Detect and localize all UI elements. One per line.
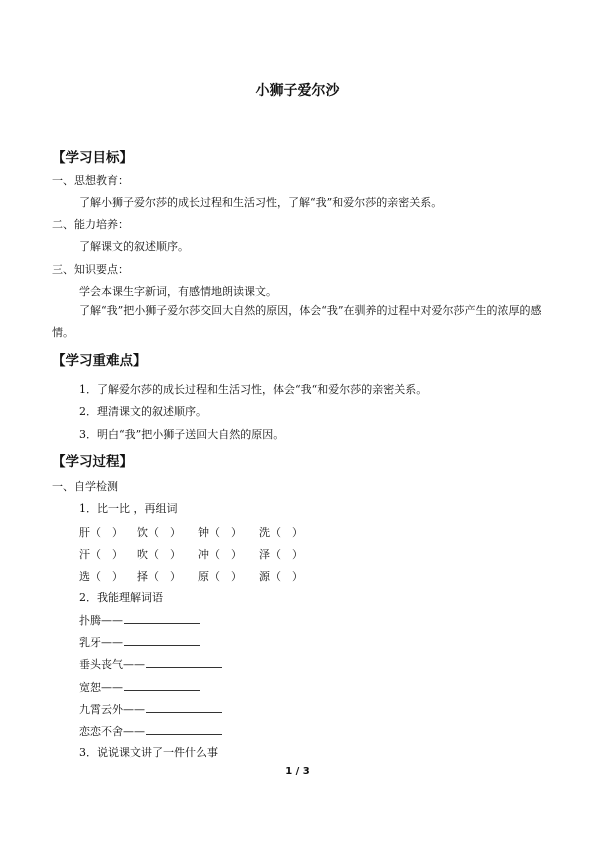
goal-3-text-2: 了解“我”把小狮子爱尔莎交回大自然的原因，体会“我”在驯养的过程中对爱尔莎产生的浓厚的感情。	[52, 304, 542, 339]
answer-blank[interactable]	[146, 657, 222, 668]
section-heading-goals: 【学习目标】	[52, 150, 133, 166]
goal-1-label: 一、思想教育：	[52, 174, 129, 187]
page-title: 小狮子爱尔沙	[255, 83, 340, 99]
grid-cell: 饮（ ）	[137, 526, 181, 539]
goal-3-text-1: 学会本课生字新词，有感情地朗读课文。	[79, 285, 277, 298]
grid-cell: 选（ ）	[79, 570, 123, 583]
section-heading-difficulties: 【学习重难点】	[52, 353, 147, 369]
goal-3-label: 三、知识要点：	[52, 263, 129, 276]
vocab-term: 恋恋不舍——	[79, 725, 145, 738]
vocab-item	[79, 635, 200, 650]
vocab-term: 乳牙——	[79, 636, 123, 649]
question-1: 1．比一比 ，再组词	[79, 502, 178, 515]
goal-2-label: 二、能力培养：	[52, 218, 129, 231]
vocab-item	[79, 724, 222, 739]
grid-cell: 钟（ ）	[198, 526, 242, 539]
goal-2-text: 了解课文的叙述顺序。	[79, 240, 189, 253]
grid-cell: 肝（ ）	[79, 526, 123, 539]
answer-blank[interactable]	[146, 702, 222, 713]
vocab-term: 九霄云外——	[79, 703, 145, 716]
question-2: 2．我能理解词语	[79, 591, 163, 604]
vocab-term: 扑腾——	[79, 614, 123, 627]
grid-cell: 原（ ）	[198, 570, 242, 583]
question-3: 3．说说课文讲了一件什么事	[79, 746, 218, 759]
vocab-item	[79, 680, 200, 695]
difficulty-item-1: 1．了解爱尔莎的成长过程和生活习性，体会“我“和爱尔莎的亲密关系。	[79, 383, 428, 396]
answer-blank[interactable]	[124, 613, 200, 624]
grid-cell: 择（ ）	[137, 570, 181, 583]
process-part-1: 一、自学检测	[52, 480, 118, 493]
vocab-term: 垂头丧气——	[79, 658, 145, 671]
goal-1-text: 了解小狮子爱尔莎的成长过程和生活习性，了解“我”和爱尔莎的亲密关系。	[79, 196, 443, 209]
grid-cell: 汗（ ）	[79, 548, 123, 561]
page-number: 1 / 3	[285, 766, 310, 777]
vocab-item	[79, 657, 222, 672]
vocab-item	[79, 613, 200, 628]
grid-cell: 冲（ ）	[198, 548, 242, 561]
answer-blank[interactable]	[146, 724, 222, 735]
difficulty-item-3: 3．明白“我”把小狮子送回大自然的原因。	[79, 428, 285, 441]
difficulty-item-2: 2．理清课文的叙述顺序。	[79, 405, 207, 418]
grid-cell: 洗（ ）	[259, 526, 303, 539]
answer-blank[interactable]	[124, 635, 200, 646]
grid-cell: 泽（ ）	[259, 548, 303, 561]
vocab-term: 宽恕——	[79, 681, 123, 694]
vocab-item	[79, 702, 222, 717]
grid-cell: 吹（ ）	[137, 548, 181, 561]
answer-blank[interactable]	[124, 680, 200, 691]
section-heading-process: 【学习过程】	[52, 454, 133, 470]
grid-cell: 源（ ）	[259, 570, 303, 583]
